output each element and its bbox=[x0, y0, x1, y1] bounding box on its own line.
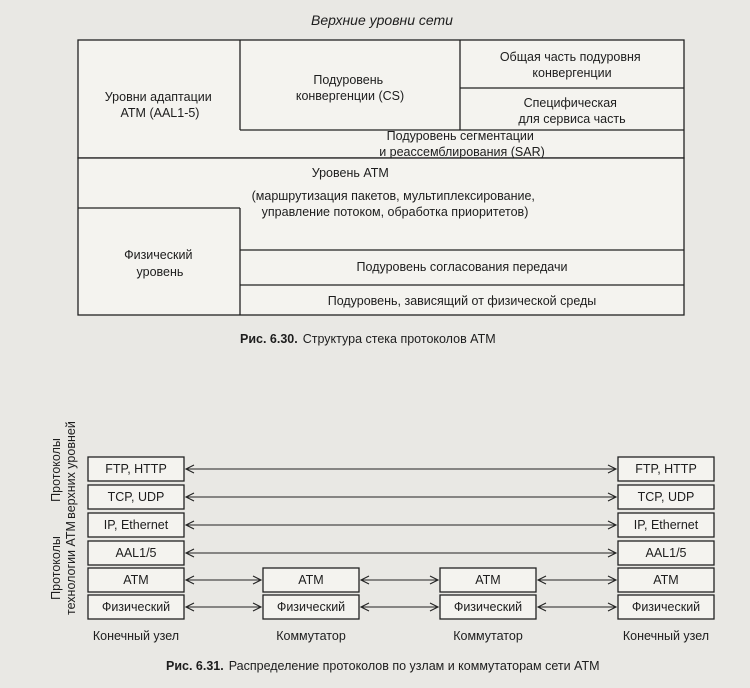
physical-layer-label: Физический уровень bbox=[124, 248, 193, 279]
sar-label: Подуровень сегментации и реассемблирования (SAR) bbox=[379, 129, 545, 159]
node-label: Коммутатор bbox=[276, 629, 346, 643]
adaptation-label: Уровни адаптации ATM (AAL1-5) bbox=[104, 90, 212, 120]
atm-layer-label: Уровень ATM (маршрутизация пакетов, мультиплексирование, управление потоком, обработка приоритетов) bbox=[251, 166, 535, 219]
fig2-protocol-distribution bbox=[49, 421, 714, 643]
cs-label: Подуровень конвергенции (CS) bbox=[295, 73, 405, 103]
tc-sublayer-label: Подуровень согласования передачи bbox=[356, 260, 568, 274]
layer-label: Физический bbox=[631, 600, 701, 614]
atm-physical-box bbox=[78, 158, 684, 315]
layer-label: ATM bbox=[653, 573, 679, 587]
fig2-caption: Рис. 6.31. Распределение протоколов по узлам и коммутаторам сети ATM bbox=[166, 659, 600, 673]
pmd-sublayer-label: Подуровень, зависящий от физической среды bbox=[327, 294, 597, 308]
layer-label: FTP, HTTP bbox=[105, 462, 167, 476]
layer-label: ATM bbox=[475, 573, 501, 587]
common-part-label: Общая часть подуровня конвергенции bbox=[499, 50, 641, 80]
layer-label: Физический bbox=[453, 600, 523, 614]
node-label: Коммутатор bbox=[453, 629, 523, 643]
layer-label: IP, Ethernet bbox=[103, 518, 169, 532]
layer-label: AAL1/5 bbox=[115, 546, 157, 560]
fig1-caption: Рис. 6.30. Структура стека протоколов ATM bbox=[240, 332, 496, 346]
node-label: Конечный узел bbox=[92, 629, 180, 643]
layer-label: TCP, UDP bbox=[637, 490, 695, 504]
layer-label: Физический bbox=[101, 600, 171, 614]
layer-label: ATM bbox=[298, 573, 324, 587]
layer-label: ATM bbox=[123, 573, 149, 587]
side-label-atm: Протоколытехнологии ATM bbox=[49, 521, 78, 615]
layer-label: FTP, HTTP bbox=[635, 462, 697, 476]
node-label: Конечный узел bbox=[622, 629, 710, 643]
layer-label: AAL1/5 bbox=[645, 546, 687, 560]
layer-label: IP, Ethernet bbox=[633, 518, 699, 532]
fig1-title: Верхние уровни сети bbox=[311, 12, 453, 28]
layer-label: Физический bbox=[276, 600, 346, 614]
layer-label: TCP, UDP bbox=[107, 490, 165, 504]
side-label-upper: Протоколыверхних уровней bbox=[49, 421, 78, 519]
service-specific-label: Специфическая для сервиса часть bbox=[518, 96, 626, 126]
